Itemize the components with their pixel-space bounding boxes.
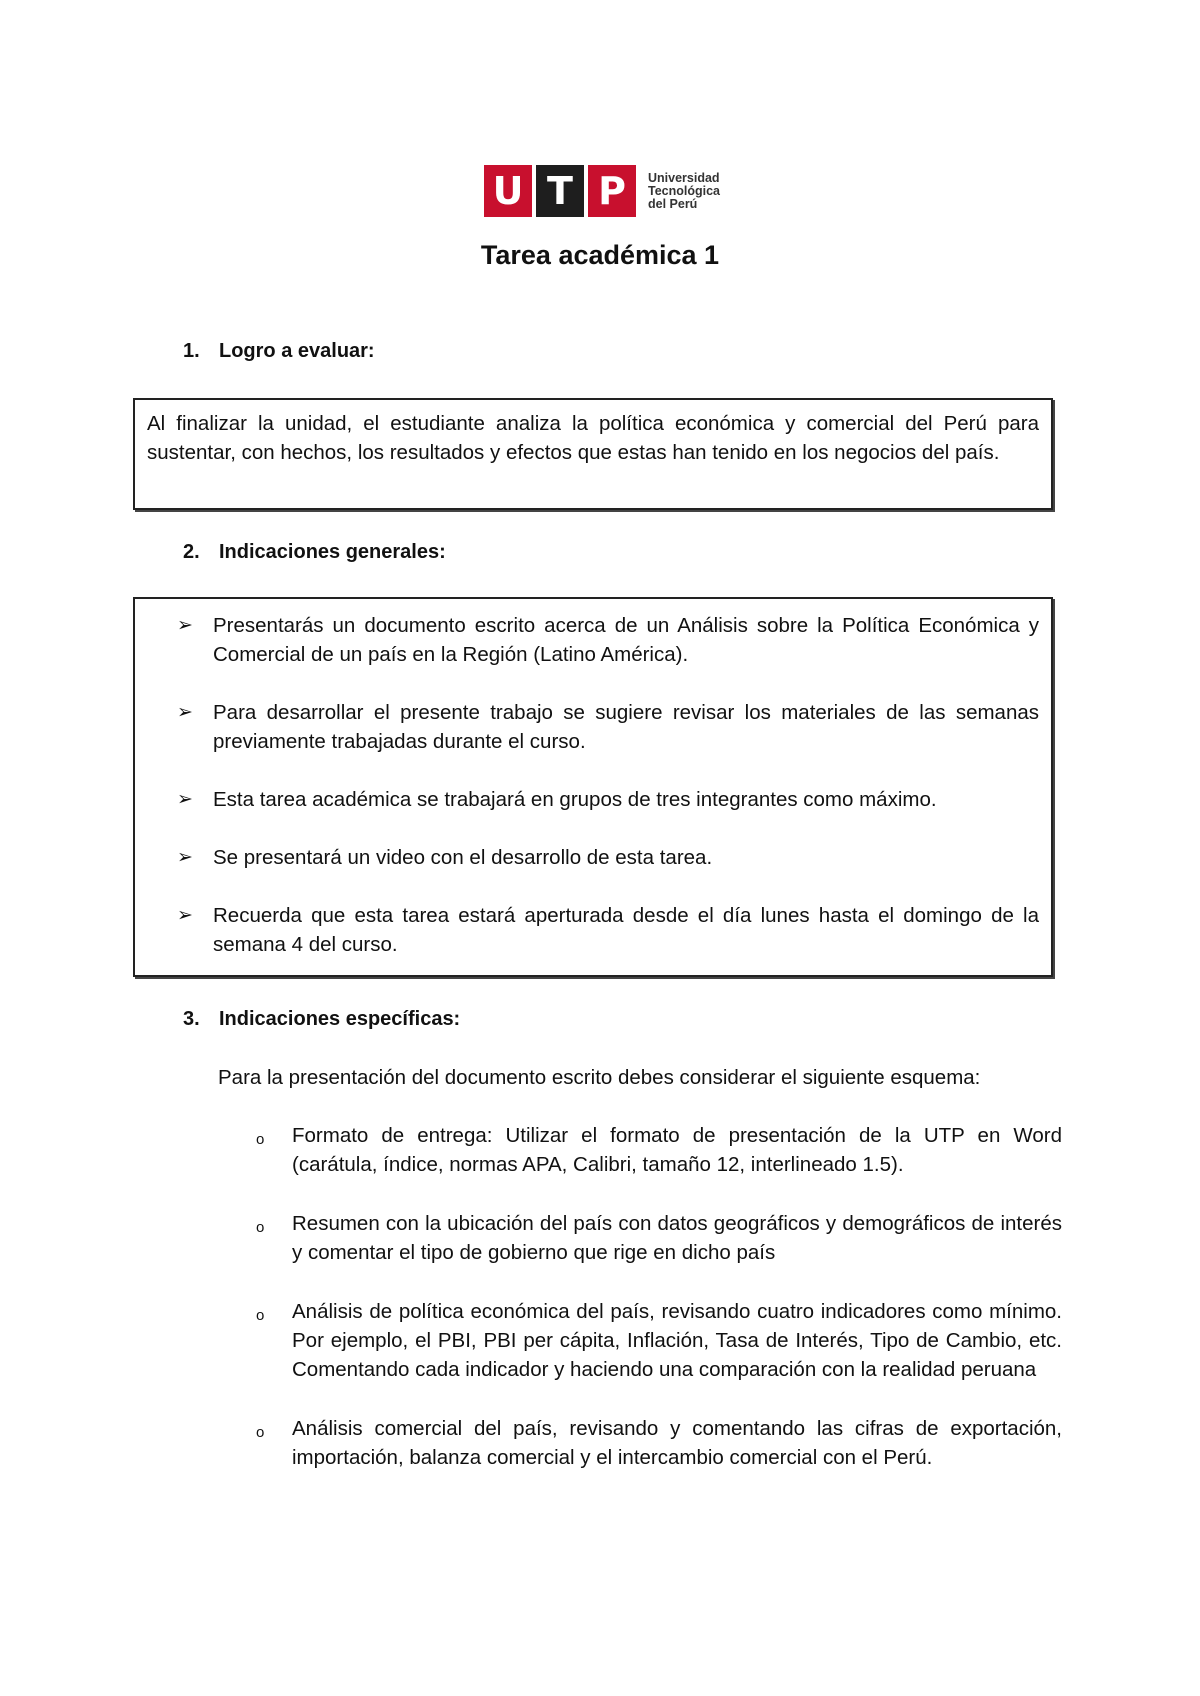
general-item-text: Esta tarea académica se trabajará en grupos de tres integrantes como máximo. (213, 788, 937, 811)
arrow-bullet-icon: ➢ (177, 905, 193, 926)
specific-list (254, 1121, 1062, 1502)
general-item (177, 698, 1039, 756)
section-1-number: 1. (183, 340, 200, 362)
section-2-number: 2. (183, 541, 200, 563)
objective-box (133, 398, 1053, 510)
page-title: Tarea académica 1 (480, 240, 720, 270)
list-item-text: Formato de entrega: Utilizar el formato de presentación de la UTP en Word (carátula, índice, normas APA, Calibri, tamaño 12, interlineado 1.5). (292, 1124, 1062, 1176)
arrow-bullet-icon: ➢ (177, 847, 193, 868)
section-2-title: Indicaciones generales: (219, 541, 446, 563)
general-item (177, 901, 1039, 959)
section-1-heading (183, 340, 375, 363)
list-item (254, 1297, 1062, 1384)
logo-letter-t: T (536, 165, 584, 217)
section-3-title: Indicaciones específicas: (219, 1008, 461, 1030)
general-item-text: Para desarrollar el presente trabajo se sugiere revisar los materiales de las semanas previamente trabajadas durante el curso. (213, 701, 1039, 753)
list-item (254, 1414, 1062, 1472)
circle-bullet-icon: o (256, 1219, 265, 1236)
logo-letter-u: U (484, 165, 532, 217)
arrow-bullet-icon: ➢ (177, 702, 193, 723)
logo-line-1: Universidad (648, 170, 720, 185)
arrow-bullet-icon: ➢ (177, 789, 193, 810)
logo-letter-p: P (588, 165, 636, 217)
utp-logo (484, 165, 720, 217)
list-item (254, 1121, 1062, 1179)
list-item-text: Análisis de política económica del país, revisando cuatro indicadores como mínimo. Por ejemplo, el PBI, PBI per cápita, Inflación, Tasa de Interés, Tipo de Cambio, etc. Comentando cada indicador y haciendo una comparación con la realidad peruana (292, 1300, 1062, 1381)
general-instructions-box (133, 597, 1053, 977)
section-2-heading (183, 541, 446, 564)
logo-line-2: Tecnológica (648, 183, 721, 198)
specific-intro: Para la presentación del documento escrito debes considerar el siguiente esquema: (218, 1066, 981, 1089)
general-item-text: Recuerda que esta tarea estará aperturada desde el día lunes hasta el domingo de la semana 4 del curso. (213, 904, 1039, 956)
arrow-bullet-icon: ➢ (177, 615, 193, 636)
list-item-text: Análisis comercial del país, revisando y comentando las cifras de exportación, importación, balanza comercial y el intercambio comercial con el Perú. (292, 1417, 1062, 1469)
logo-line-3: del Perú (648, 196, 698, 211)
general-item (177, 785, 1039, 814)
general-item-text: Presentarás un documento escrito acerca de un Análisis sobre la Política Económica y Comercial de un país en la Región (Latino América). (213, 614, 1039, 666)
section-3-number: 3. (183, 1008, 200, 1030)
list-item (254, 1209, 1062, 1267)
general-item-text: Se presentará un video con el desarrollo de esta tarea. (213, 846, 713, 869)
objective-text: Al finalizar la unidad, el estudiante analiza la política económica y comercial del Perú para sustentar, con hechos, los resultados y efectos que estas han tenido en los negocios del país. (147, 412, 1039, 464)
circle-bullet-icon: o (256, 1131, 265, 1148)
logo-wordmark (648, 172, 720, 211)
list-item-text: Resumen con la ubicación del país con datos geográficos y demográficos de interés y comentar el tipo de gobierno que rige en dicho país (292, 1212, 1062, 1264)
section-1-title: Logro a evaluar: (219, 340, 375, 362)
section-3-heading (183, 1008, 460, 1031)
circle-bullet-icon: o (256, 1307, 265, 1324)
logo-letters (484, 165, 640, 217)
circle-bullet-icon: o (256, 1424, 265, 1441)
general-item (177, 843, 1039, 872)
general-item (177, 611, 1039, 669)
